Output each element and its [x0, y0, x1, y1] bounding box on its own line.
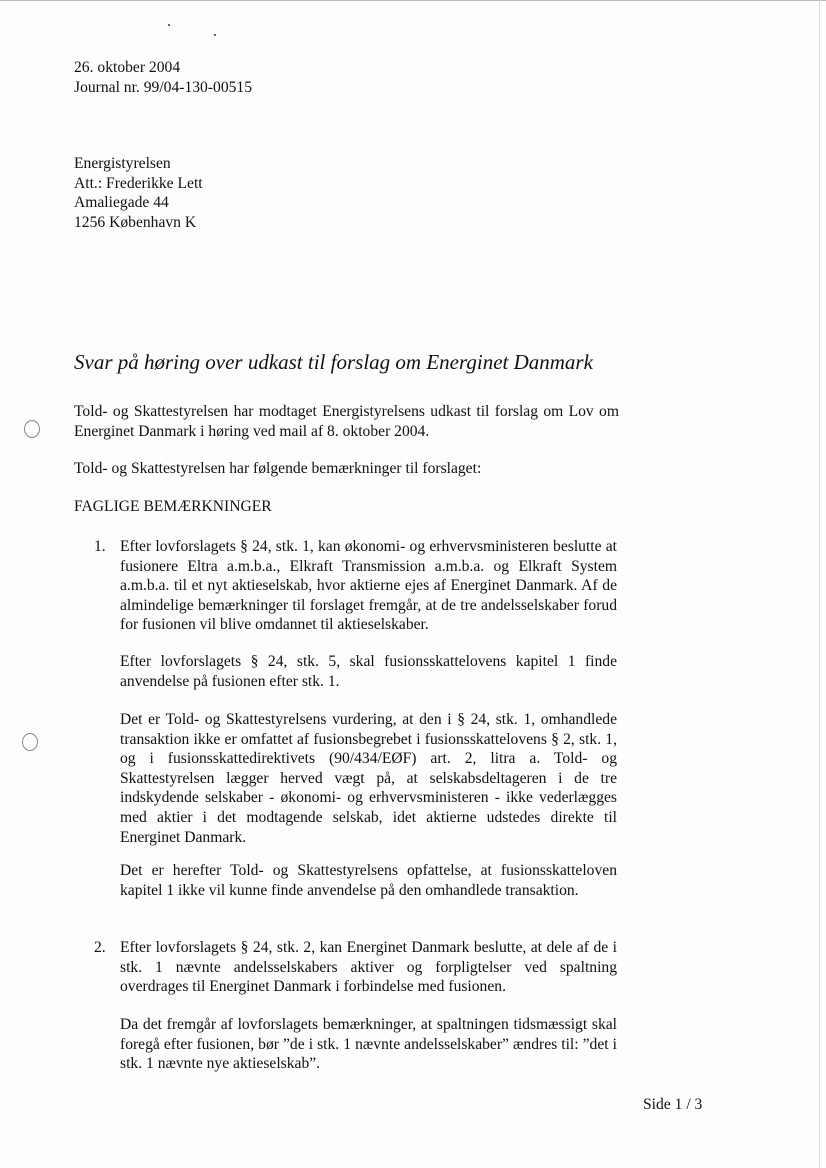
- punch-hole-mark: [24, 420, 40, 438]
- recipient-address: [74, 154, 203, 232]
- journal-number: Journal nr. 99/04-130-00515: [74, 78, 253, 96]
- letter-title: Svar på høring over udkast til forslag om Energinet Danmark: [74, 350, 593, 374]
- scan-speck: [168, 24, 170, 26]
- letter-date: 26. oktober 2004: [74, 59, 181, 76]
- scan-edge-right: [819, 0, 820, 1168]
- list-paragraph: Da det fremgår af lovforslagets bemærkninger, at spaltningen tidsmæssigt skal foregå efter fusionen, bør ”de i stk. 1 nævnte andelsselskaber” ændres til: ”det i stk. 1 nævnte nye aktieselskab”.: [120, 1016, 617, 1073]
- scan-edge-top: [0, 0, 826, 5]
- list-paragraph: Efter lovforslagets § 24, stk. 5, skal fusionsskattelovens kapitel 1 finde anvendelse på fusionen efter stk. 1.: [120, 653, 617, 690]
- intro-paragraph: Told- og Skattestyrelsen har følgende bemærkninger til forslaget:: [74, 460, 482, 477]
- intro-paragraph: Told- og Skattestyrelsen har modtaget Energistyrelsens udkast til forslag om Lov om Energinet Danmark i høring ved mail af 8. oktober 2004.: [74, 403, 619, 440]
- date-block: [74, 58, 252, 97]
- punch-hole-mark: [22, 733, 38, 751]
- list-number: 1.: [94, 538, 106, 555]
- address-line: Amaliegade 44: [74, 194, 169, 212]
- list-paragraph: Efter lovforslagets § 24, stk. 1, kan økonomi- og erhvervsministeren beslutte at fusionere Eltra a.m.b.a., Elkraft Transmission a.m.b.a. og Elkraft System a.m.b.a. til et nyt aktieselskab, hvor aktierne ejes af Energinet Danmark. Af de almindelige bemærkninger til forslaget fremgår, at de tre andelsselskaber forud for fusionen vil blive omdannet til aktieselskaber.: [120, 538, 617, 634]
- page-number: Side 1 / 3: [643, 1096, 703, 1113]
- list-paragraph: Efter lovforslagets § 24, stk. 2, kan Energinet Danmark beslutte, at dele af de i stk. 1 nævnte andelsselskabers aktiver og forpligtelser ved spaltning overdrages til Energinet Danmark i forbindelse med fusionen.: [120, 939, 617, 996]
- section-heading: FAGLIGE BEMÆRKNINGER: [74, 498, 272, 515]
- address-line: Energistyrelsen: [74, 155, 171, 172]
- address-line: 1256 København K: [74, 213, 197, 231]
- address-line: Att.: Frederikke Lett: [74, 174, 203, 192]
- scan-speck: [214, 34, 216, 36]
- list-number: 2.: [94, 939, 106, 956]
- list-paragraph: Det er herefter Told- og Skattestyrelsens opfattelse, at fusionsskatteloven kapitel 1 ikke vil kunne finde anvendelse på den omhandlede transaktion.: [120, 862, 617, 899]
- list-paragraph: Det er Told- og Skattestyrelsens vurdering, at den i § 24, stk. 1, omhandlede transaktion ikke er omfattet af fusionsbegrebet i fusionsskattelovens § 2, stk. 1, og i fusionsskattedirektivets (90/434/EØF) art. 2, litra a. Told- og Skattestyrelsen lægger herved vægt på, at selskabsdeltageren i de tre indskydende selskaber - økonomi- og erhvervsministeren - ikke vederlægges med aktier i det modtagende selskab, idet aktierne udstedes direkte til Energinet Danmark.: [120, 711, 617, 846]
